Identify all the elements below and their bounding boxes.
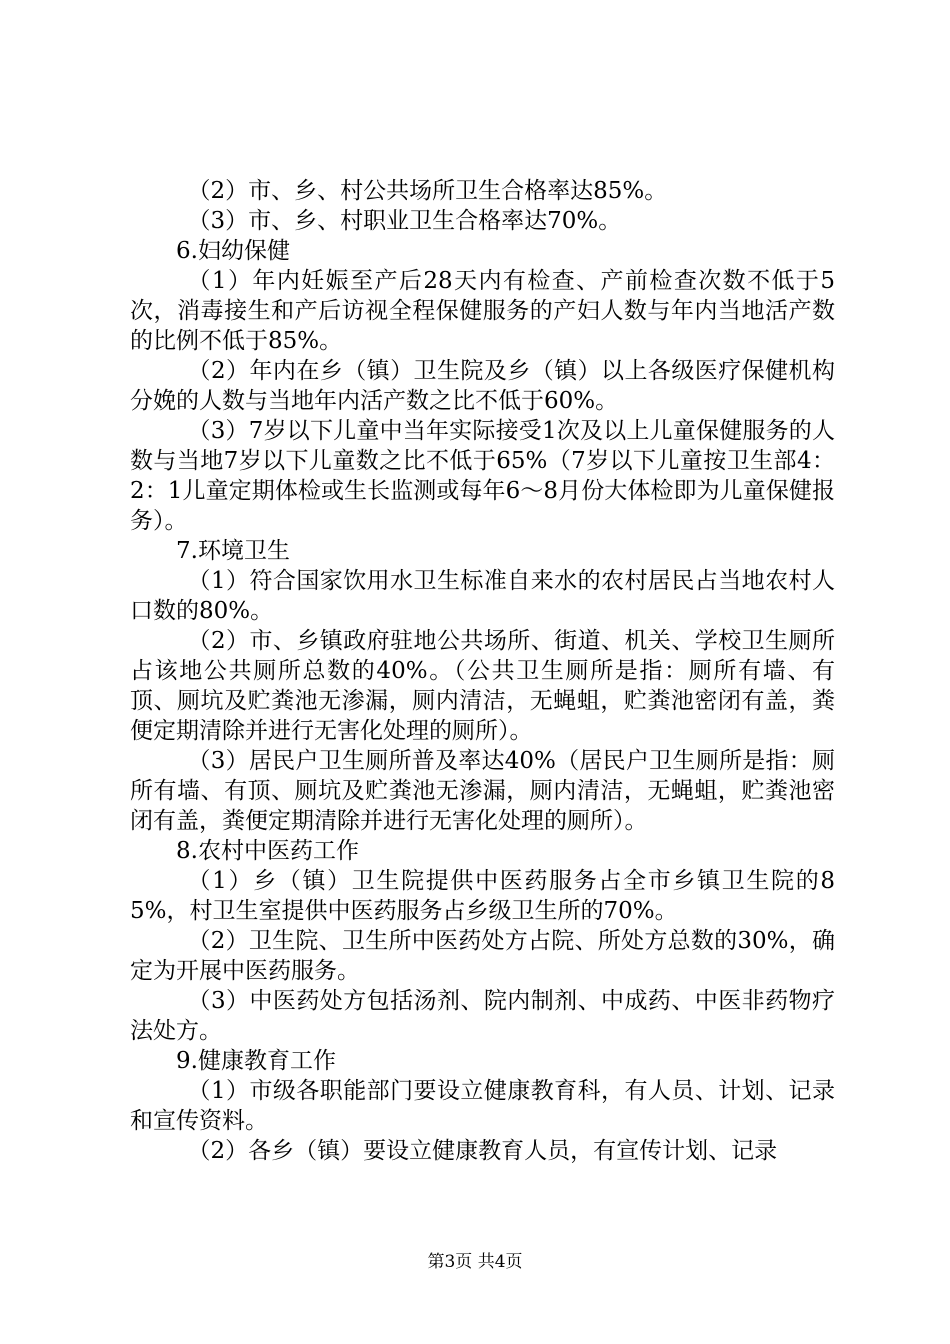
page-number-label: 第3页 共4页 <box>427 1252 523 1272</box>
section-heading: 8.农村中医药工作 <box>176 838 359 864</box>
body-paragraph: （2）市、乡、村公共场所卫生合格率达85%。 <box>187 178 668 204</box>
body-paragraph: （3）市、乡、村职业卫生合格率达70%。 <box>187 208 622 234</box>
body-paragraph: （1）年内妊娠至产后28天内有检查、产前检查次数不低于5次，消毒接生和产后访视全程保健服务的产妇人数与年内当地活产数的比例不低于85%。 <box>130 268 835 354</box>
body-paragraph: （2）各乡（镇）要设立健康教育人员，有宣传计划、记录 <box>187 1138 778 1164</box>
body-paragraph: （2）卫生院、卫生所中医药处方占院、所处方总数的30%，确定为开展中医药服务。 <box>130 928 835 984</box>
page-footer <box>0 1247 950 1272</box>
section-heading: 6.妇幼保健 <box>176 238 290 264</box>
section-heading: 7.环境卫生 <box>176 538 290 564</box>
body-paragraph: （3）中医药处方包括汤剂、院内制剂、中成药、中医非药物疗法处方。 <box>130 988 835 1044</box>
body-paragraph: （3）居民户卫生厕所普及率达40%（居民户卫生厕所是指：厕所有墙、有顶、厕坑及贮粪池无渗漏，厕内清洁，无蝇蛆，贮粪池密闭有盖，粪便定期清除并进行无害化处理的厕所）。 <box>130 748 835 834</box>
document-body <box>130 176 835 1166</box>
body-paragraph: （2）市、乡镇政府驻地公共场所、街道、机关、学校卫生厕所占该地公共厕所总数的40%。（公共卫生厕所是指：厕所有墙、有顶、厕坑及贮粪池无渗漏，厕内清洁，无蝇蛆，贮粪池密闭有盖，粪便定期清除并进行无害化处理的厕所）。 <box>130 628 835 744</box>
section-heading: 9.健康教育工作 <box>176 1048 336 1074</box>
body-paragraph: （1）符合国家饮用水卫生标准自来水的农村居民占当地农村人口数的80%。 <box>130 568 835 624</box>
body-paragraph: （3）7岁以下儿童中当年实际接受1次及以上儿童保健服务的人数与当地7岁以下儿童数之比不低于65%（7岁以下儿童按卫生部4：2：1儿童定期体检或生长监测或每年6～8月份大体检即为儿童保健报务）。 <box>130 418 835 534</box>
body-paragraph: （2）年内在乡（镇）卫生院及乡（镇）以上各级医疗保健机构分娩的人数与当地年内活产数之比不低于60%。 <box>130 358 835 414</box>
body-paragraph: （1）乡（镇）卫生院提供中医药服务占全市乡镇卫生院的85%，村卫生室提供中医药服务占乡级卫生所的70%。 <box>130 868 835 924</box>
body-paragraph: （1）市级各职能部门要设立健康教育科，有人员、计划、记录和宣传资料。 <box>130 1078 835 1134</box>
